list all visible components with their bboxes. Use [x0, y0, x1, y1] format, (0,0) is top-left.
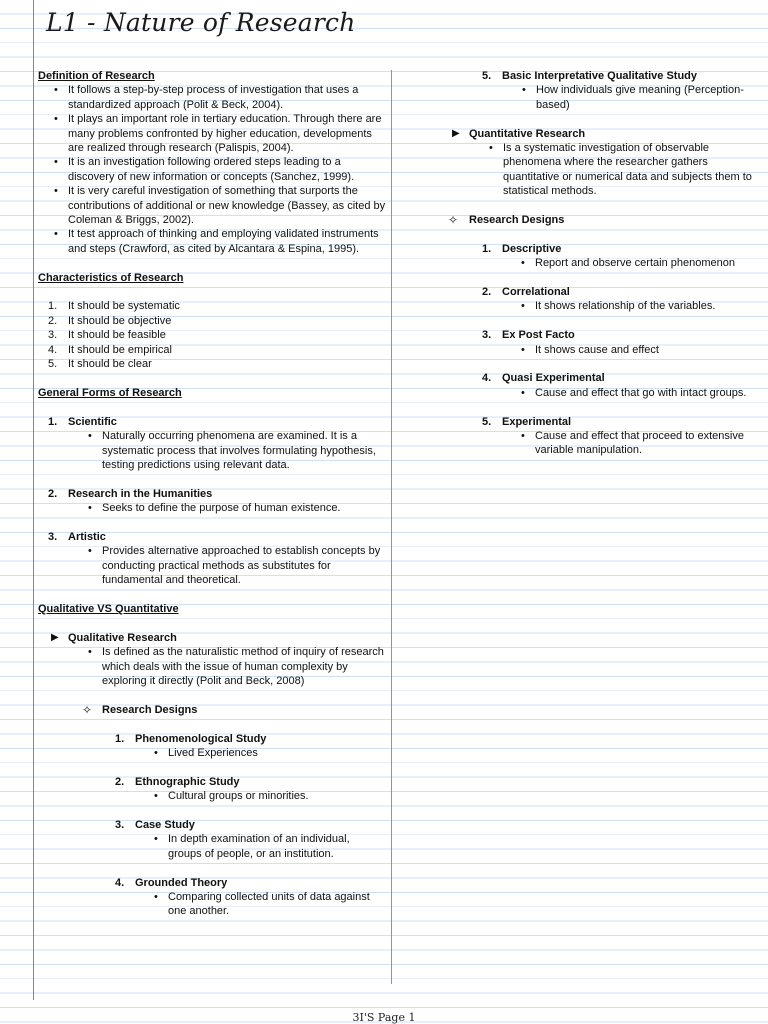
form-humanities: 2. Research in the Humanities • Seeks to define the purpose of human existence.	[38, 487, 386, 516]
quantitative-designs: ✧ Research Designs 1. Descriptive • Report and observe certain phenomenon 2. Correlational • It shows relationship of the variables. 3. Ex Post Facto • It shows cause and effect 4. Quasi Experimental • Cause and effect that go with intact groups. 5. Experimental • Cause and effect that proceed to extensive variable manipulation.	[448, 213, 758, 458]
form-scientific: 1. Scientific • Naturally occurring phenomena are examined. It is a systematic process that involves formulating hypothesis, testing predictions using relevant data.	[38, 415, 386, 473]
characteristic-item: 5. It should be clear	[48, 358, 152, 371]
triangle-right-icon: ▶	[51, 631, 59, 643]
qualitative-design-5: 5. Basic Interpretative Qualitative Study • How individuals give meaning (Perception-based)	[448, 69, 758, 112]
definition-item: • It follows a step-by-step process of investigation that uses a standardized approach (Polit & Beck, 2004).	[68, 83, 386, 112]
triangle-right-icon: ▶	[452, 127, 460, 139]
characteristic-item: 4. It should be empirical	[48, 343, 172, 356]
page-footer: 3I'S Page 1	[352, 1011, 416, 1024]
characteristic-item: 1. It should be systematic	[48, 300, 180, 313]
form-artistic: 3. Artistic • Provides alternative approached to establish concepts by conducting practical methods as substitutes for fundamental and theoretical.	[38, 530, 386, 588]
qvq-heading: Qualitative VS Quantitative	[38, 602, 179, 615]
left-column	[38, 69, 386, 919]
qualitative-designs: ✧ Research Designs 1. Phenomenological Study • Lived Experiences 2. Ethnographic Study • Cultural groups or minorities. 3. Case Study • In depth examination of an individual, groups of people, or an institution. 4. Grounded Theory • Comparing collected units of data against one another.	[38, 703, 386, 919]
definition-item: • It is an investigation following ordered steps leading to a discovery of new information or concepts (Sanchez, 1999).	[68, 155, 386, 184]
characteristics-heading: Characteristics of Research	[38, 271, 184, 284]
margin-line	[33, 0, 34, 1000]
definition-item: • It test approach of thinking and employing validated instruments and steps (Crawford, as cited by Alcantara & Espina, 1995).	[68, 227, 386, 256]
qualitative-section: ▶ Qualitative Research • Is defined as the naturalistic method of inquiry of research which deals with the issue of human complexity by exploring it directly (Polit and Beck, 2008)	[38, 631, 386, 689]
characteristic-item: 2. It should be objective	[48, 314, 172, 327]
four-point-star-icon: ✧	[448, 213, 459, 228]
definition-heading: Definition of Research	[38, 70, 155, 82]
right-column	[448, 69, 758, 458]
four-point-star-icon: ✧	[82, 702, 93, 717]
characteristic-item: 3. It should be feasible	[48, 329, 166, 342]
page-title: L1 - Nature of Research	[46, 8, 356, 37]
definition-item: • It is very careful investigation of something that surports the contributions of additional or new knowledge (Bassey, as cited by Coleman & Briggs, 2002).	[68, 184, 386, 227]
column-divider	[391, 70, 392, 984]
definition-item: • It plays an important role in tertiary education. Through there are many problems confronted by higher education, developments are realized through research (Palispis, 2004).	[68, 112, 386, 155]
quantitative-section: ▶ Quantitative Research • Is a systematic investigation of observable phenomena where the researcher gathers quantitative or numerical data and subjects them to statistical methods.	[448, 127, 758, 199]
forms-heading: General Forms of Research	[38, 386, 182, 399]
